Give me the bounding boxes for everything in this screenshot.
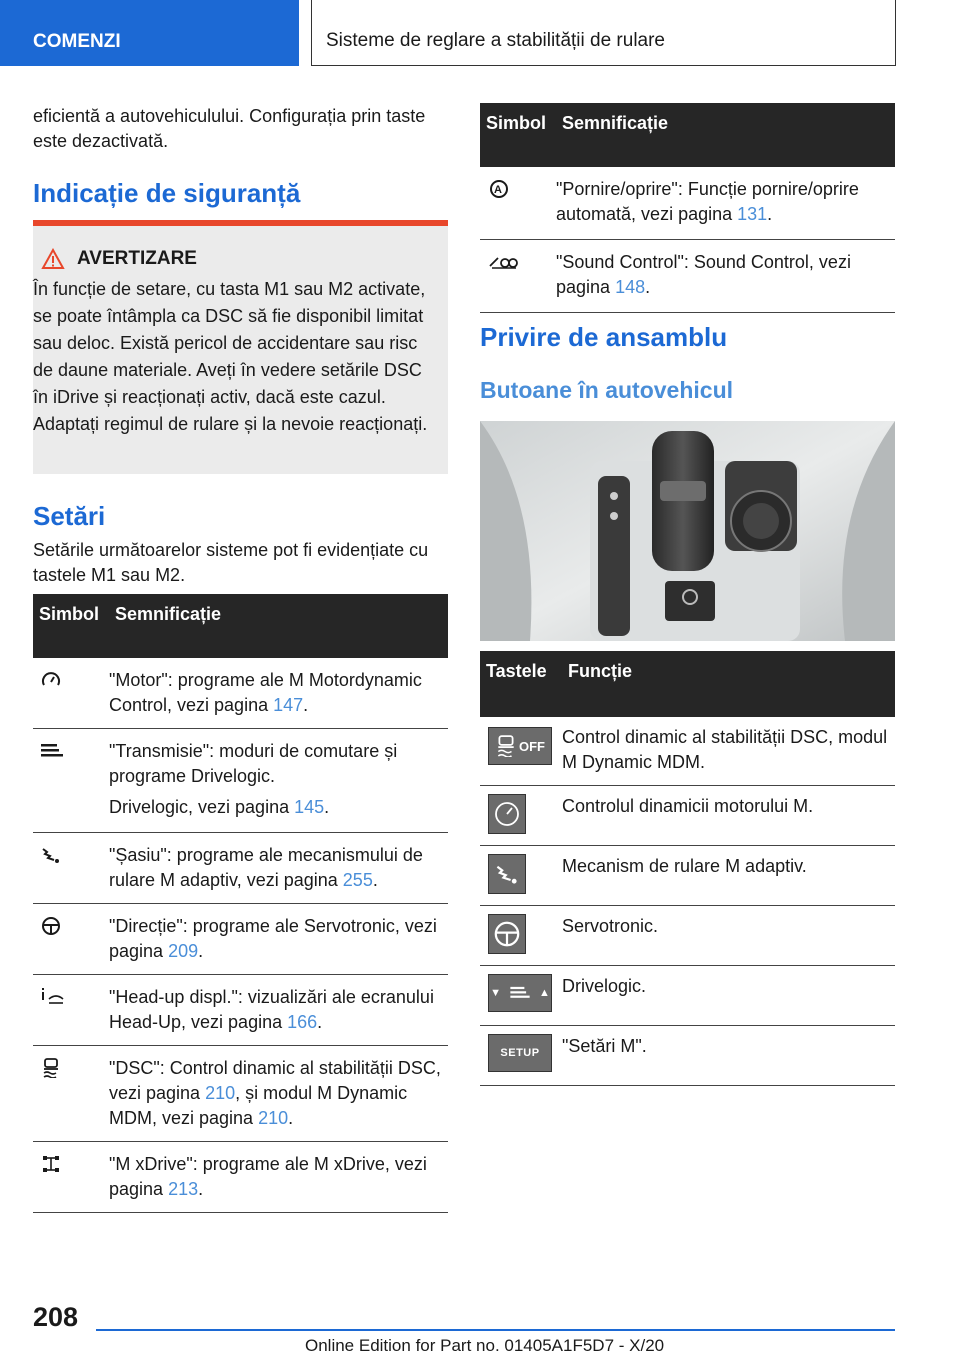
page-link[interactable]: 210 — [258, 1108, 289, 1128]
table-row: "Head-up displ.": vizualizări ale ecranului Head-Up, vezi pagina 166. — [33, 975, 448, 1046]
suspension-key — [488, 854, 526, 894]
warning-text: În funcție de setare, cu tasta M1 sau M2 activate, se poate întâmpla ca DSC să fie disponibil limitat sau deloc. Există pericol de accidentare sau risc de daune materiale. Aveți în vedere setările DSC în iDrive și reacționați activ, dacă este cazul. Adaptați regimul de rulare și la nevoie reacționați. — [33, 279, 428, 434]
warning-box — [33, 220, 448, 474]
key-description: "Setări M". — [562, 1026, 895, 1086]
page-link[interactable]: 145 — [294, 797, 325, 817]
table-row — [480, 906, 895, 966]
steering-wheel-icon — [41, 916, 61, 936]
page-link[interactable]: 147 — [273, 695, 304, 715]
center-console-illustration — [480, 421, 895, 641]
table-row: "Șasiu": programe ale mecanismului de rulare M adaptiv, vezi pagina 255. — [33, 833, 448, 904]
drivelogic-key — [488, 974, 552, 1012]
center-console-photo — [480, 421, 895, 641]
setup-key: SETUP — [488, 1034, 552, 1072]
warning-title — [33, 248, 436, 270]
page-link[interactable]: 213 — [168, 1179, 199, 1199]
transmission-icon — [509, 986, 531, 1000]
page-link[interactable]: 209 — [168, 941, 199, 961]
settings-table — [33, 594, 448, 1213]
col-keys-header: Tastele — [480, 651, 562, 717]
table-row: "M xDrive": programe ale M xDrive, vezi pagina 213. — [33, 1142, 448, 1213]
chevron-down-icon: ▼ — [490, 986, 501, 999]
gauge-icon — [493, 800, 521, 828]
table-row: "Sound Control": Sound Control, vezi pagina 148. — [480, 240, 895, 313]
key-description: Controlul dinamicii motorului M. — [562, 786, 895, 846]
keys-table — [480, 651, 895, 1086]
key-description: Servotronic. — [562, 906, 895, 966]
key-description: Control dinamic al stabilității DSC, modul M Dynamic MDM. — [562, 717, 895, 786]
table-row — [480, 846, 895, 906]
table-row — [480, 1026, 895, 1086]
page-link[interactable]: 210 — [205, 1083, 236, 1103]
page-link[interactable]: 148 — [615, 277, 646, 297]
chevron-up-icon: ▲ — [539, 986, 550, 999]
col-meaning-header: Semnificație — [109, 594, 448, 658]
section-tab: COMENZI — [0, 0, 299, 66]
transmission-icon — [41, 743, 63, 759]
suspension-icon — [495, 862, 519, 886]
col-meaning-header: Semnificație — [556, 103, 895, 167]
footer-divider — [96, 1329, 895, 1331]
col-symbol-header: Simbol — [480, 103, 556, 167]
col-symbol-header: Simbol — [33, 594, 109, 658]
col-function-header: Funcție — [562, 651, 895, 717]
table-row: "Direcție": programe ale Servotronic, vezi pagina 209. — [33, 904, 448, 975]
page-link[interactable]: 255 — [342, 870, 373, 890]
table-row — [480, 717, 895, 786]
steering-wheel-icon — [493, 920, 521, 948]
table-row — [480, 786, 895, 846]
key-description: Mecanism de rulare M adaptiv. — [562, 846, 895, 906]
page-link[interactable]: 166 — [287, 1012, 318, 1032]
dsc-icon — [41, 1058, 61, 1078]
table-row: "DSC": Control dinamic al stabilității DSC, vezi pagina 210, și modul M Dynamic MDM, vezi pagina 210. — [33, 1046, 448, 1142]
settings-intro: Setările următoarelor sisteme pot fi evidențiate cu tastele M1 sau M2. — [33, 540, 429, 585]
engine-dynamics-key — [488, 794, 526, 834]
dsc-icon — [495, 735, 517, 757]
table-row — [480, 966, 895, 1026]
chapter-title: Sisteme de reglare a stabilității de rulare — [311, 0, 896, 66]
table-row: A "Pornire/oprire": Funcție pornire/oprire automată, vezi pagina 131. — [480, 167, 895, 240]
head-up-display-icon — [41, 987, 65, 1005]
warning-triangle-icon — [41, 248, 65, 270]
gauge-icon — [41, 672, 61, 688]
dsc-off-key: OFF — [488, 727, 552, 765]
warning-label: AVERTIZARE — [77, 248, 197, 269]
auto-start-stop-icon — [488, 179, 510, 199]
page-link[interactable]: 131 — [737, 204, 768, 224]
buttons-heading: Butoane în autovehicul — [480, 377, 734, 403]
xdrive-icon — [41, 1154, 61, 1174]
settings-heading: Setări — [33, 501, 106, 531]
intro-paragraph: eficientă a autovehiculului. Configurația prin taste este dezactivată. — [33, 106, 426, 151]
page-header — [0, 0, 960, 66]
safety-heading: Indicație de siguranță — [33, 178, 301, 208]
svg-text:A: A — [494, 184, 502, 196]
servotronic-key — [488, 914, 526, 954]
symbols-table-continued — [480, 103, 895, 313]
page-number: 208 — [33, 1302, 79, 1332]
suspension-icon — [41, 847, 61, 863]
key-description: Drivelogic. — [562, 966, 895, 1026]
table-row: "Transmisie": moduri de comutare și programe Drivelogic. Drivelogic, vezi pagina 145. — [33, 729, 448, 833]
sound-control-icon — [488, 254, 518, 270]
table-row: "Motor": programe ale M Motordynamic Control, vezi pagina 147. — [33, 658, 448, 729]
edition-text: Online Edition for Part no. 01405A1F5D7 - X/20 — [305, 1336, 665, 1355]
overview-heading: Privire de ansamblu — [480, 322, 728, 352]
